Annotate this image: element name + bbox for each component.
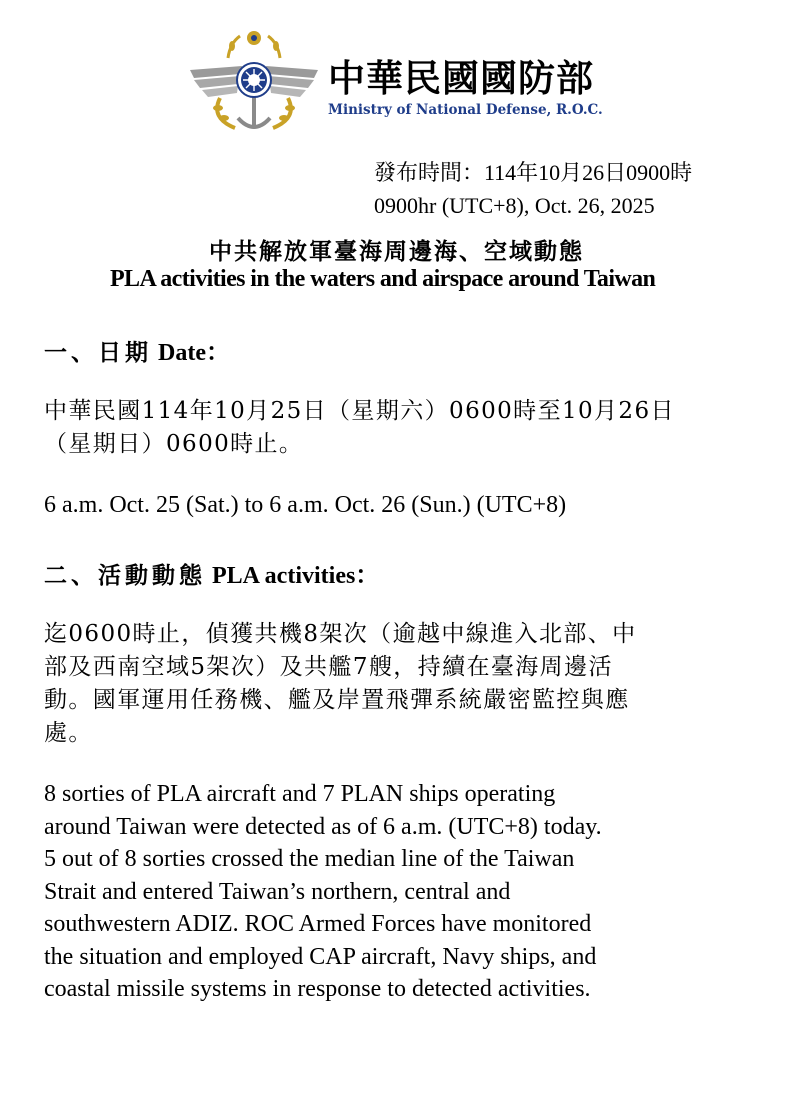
release-time-zh: 發布時間：114年10月26日0900時 [374,160,693,185]
ministry-name-zh: 中華民國國防部 [328,57,594,100]
page-title-zh: 中共解放軍臺海周邊海、空域動態 [209,238,584,265]
section-activities-heading-en: PLA activities： [212,563,380,589]
section-date-heading-zh: 一、日期 [44,339,152,366]
section-date-heading [44,332,230,367]
text-line: 迄0600時止，偵獲共機8架次（逾越中線進入北部、中 [44,621,637,647]
text-line: 8 sorties of PLA aircraft and 7 PLAN ships operating [44,781,556,807]
text-line: 中華民國114年10月25日（星期六）0600時至10月26日 [44,398,675,424]
section-date-body-en: 6 a.m. Oct. 25 (Sat.) to 6 a.m. Oct. 26 (Sun.) (UTC+8) [44,492,567,518]
section-activities-body-en [44,778,602,1006]
release-time-en: 0900hr (UTC+8), Oct. 26, 2025 [374,193,655,218]
text-line: 處。 [44,720,93,746]
text-line: the situation and employed CAP aircraft, Navy ships, and [44,943,597,970]
section-date-heading-en: Date： [158,340,230,366]
text-line: Strait and entered Taiwan’s northern, central and [44,878,511,905]
section-date-body-zh [44,395,756,461]
page-title-en: PLA activities in the waters and airspace around Taiwan [110,266,656,292]
ministry-name-en: Ministry of National Defense, R.O.C. [328,102,603,118]
text-line: around Taiwan were detected as of 6 a.m. (UTC+8) today. [44,813,602,840]
header-logo [180,28,640,138]
text-line: 部及西南空域5架次）及共艦7艘，持續在臺海周邊活 [44,654,613,680]
text-line: 動。國軍運用任務機、艦及岸置飛彈系統嚴密監控與應 [44,687,630,713]
text-line: southwestern ADIZ. ROC Armed Forces have monitored [44,911,592,937]
section-activities-body-zh [44,618,756,750]
text-line: 5 out of 8 sorties crossed the median line of the Taiwan [44,846,575,872]
ministry-emblem-icon [180,28,328,136]
release-time [374,156,692,222]
text-line: coastal missile systems in response to detected activities. [44,976,591,1002]
text-line: （星期日）0600時止。 [44,431,304,457]
section-activities-heading [44,555,379,590]
section-activities-heading-zh: 二、活動動態 [44,562,206,589]
